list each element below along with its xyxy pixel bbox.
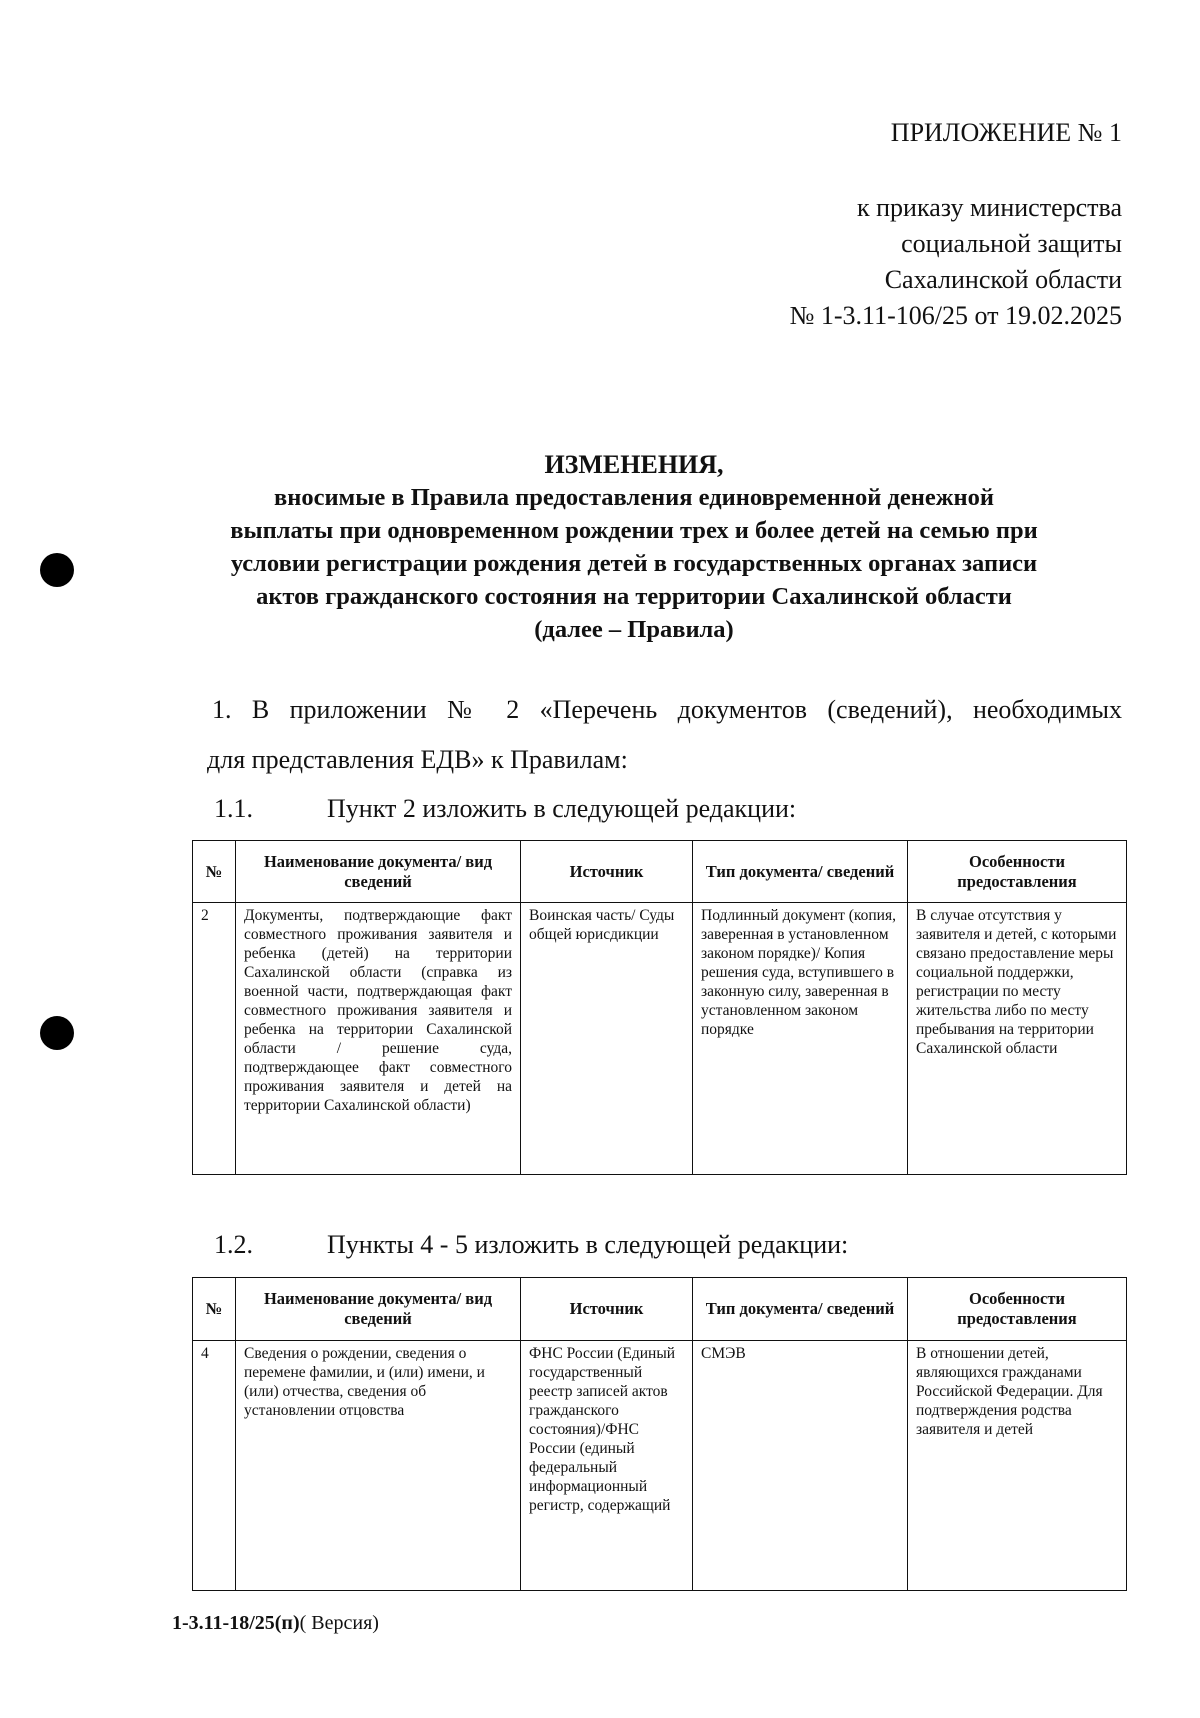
header-cell: Особенности предоставления [908, 1278, 1127, 1341]
title-line: условии регистрации рождения детей в государственных органах записи [230, 550, 1038, 577]
header-cell: Тип документа/ сведений [693, 841, 908, 903]
document-title [160, 448, 1108, 646]
documents-table-2 [192, 1277, 1127, 1591]
order-line: к приказу министерства [857, 193, 1122, 222]
header-cell: Особенности предоставления [908, 841, 1127, 903]
order-line: Сахалинской области [884, 265, 1122, 294]
table-header-row [193, 841, 1127, 903]
title-main: ИЗМЕНЕНИЯ, [544, 450, 724, 479]
header-cell: № [193, 1278, 236, 1341]
intro-line-1: 1. В приложении № 2 «Перечень документов (сведений), необходимых [212, 695, 1122, 724]
row-number: 4 [193, 1341, 236, 1591]
section-number: 1.1. [214, 794, 253, 823]
section-text: Пункт 2 изложить в следующей редакции: [327, 794, 797, 823]
header-cell: Наименование документа/ вид сведений [236, 1278, 521, 1341]
header-cell: Источник [521, 1278, 693, 1341]
table-header-row [193, 1278, 1127, 1341]
title-line: актов гражданского состояния на территории Сахалинской области [256, 583, 1012, 610]
row-features: В случае отсутствия у заявителя и детей, с которыми связано предоставление меры социальной поддержки, регистрации по месту жительства либо по месту пребывания на территории Сахалинской области [908, 903, 1127, 1175]
row-name: Документы, подтверждающие факт совместного проживания заявителя и ребенка (детей) на территории Сахалинской области (справка из военной части, подтверждающая факт совместного проживания заявителя и ребенка на территории Сахалинской области / решение суда, подтверждающее факт совместного проживания заявителя и детей на территории Сахалинской области) [236, 903, 521, 1175]
document-code: 1-3.11-18/25(п) [172, 1612, 300, 1634]
title-line: (далее – Правила) [534, 616, 734, 643]
row-features: В отношении детей, являющихся гражданами Российской Федерации. Для подтверждения родства заявителя и детей [908, 1341, 1127, 1591]
order-line: № 1-3.11-106/25 от 19.02.2025 [789, 301, 1122, 330]
row-source: Воинская часть/ Суды общей юрисдикции [521, 903, 693, 1175]
table-row [193, 1341, 1127, 1591]
row-type: СМЭВ [693, 1341, 908, 1591]
header-cell: Тип документа/ сведений [693, 1278, 908, 1341]
order-line: социальной защиты [901, 229, 1122, 258]
row-number: 2 [193, 903, 236, 1175]
row-source: ФНС России (Единый государственный реестр записей актов гражданского состояния)/ФНС России (единый федеральный информационный регистр, содержащий [521, 1341, 693, 1591]
header-cell: Источник [521, 841, 693, 903]
hole-punch-mark [40, 1016, 74, 1050]
header-cell: № [193, 841, 236, 903]
appendix-label: ПРИЛОЖЕНИЕ № 1 [890, 118, 1122, 147]
table-row [193, 903, 1127, 1175]
version-label: ( Версия) [299, 1612, 379, 1634]
row-name: Сведения о рождении, сведения о перемене фамилии, и (или) имени, и (или) отчества, сведения об установлении отцовства [236, 1341, 521, 1591]
order-reference [790, 190, 1122, 334]
title-line: вносимые в Правила предоставления единовременной денежной [273, 484, 995, 511]
header-cell: Наименование документа/ вид сведений [236, 841, 521, 903]
documents-table-1 [192, 840, 1127, 1175]
row-type: Подлинный документ (копия, заверенная в установленном законом порядке)/ Копия решения суда, вступившего в законную силу, заверенная в установленном законом порядке [693, 903, 908, 1175]
section-text: Пункты 4 - 5 изложить в следующей редакции: [327, 1230, 849, 1259]
intro-line-2: для представления ЕДВ» к Правилам: [207, 745, 628, 774]
hole-punch-mark [40, 553, 74, 587]
footer-code [172, 1612, 379, 1635]
section-number: 1.2. [214, 1230, 253, 1259]
title-line: выплаты при одновременном рождении трех и более детей на семью при [230, 517, 1038, 544]
